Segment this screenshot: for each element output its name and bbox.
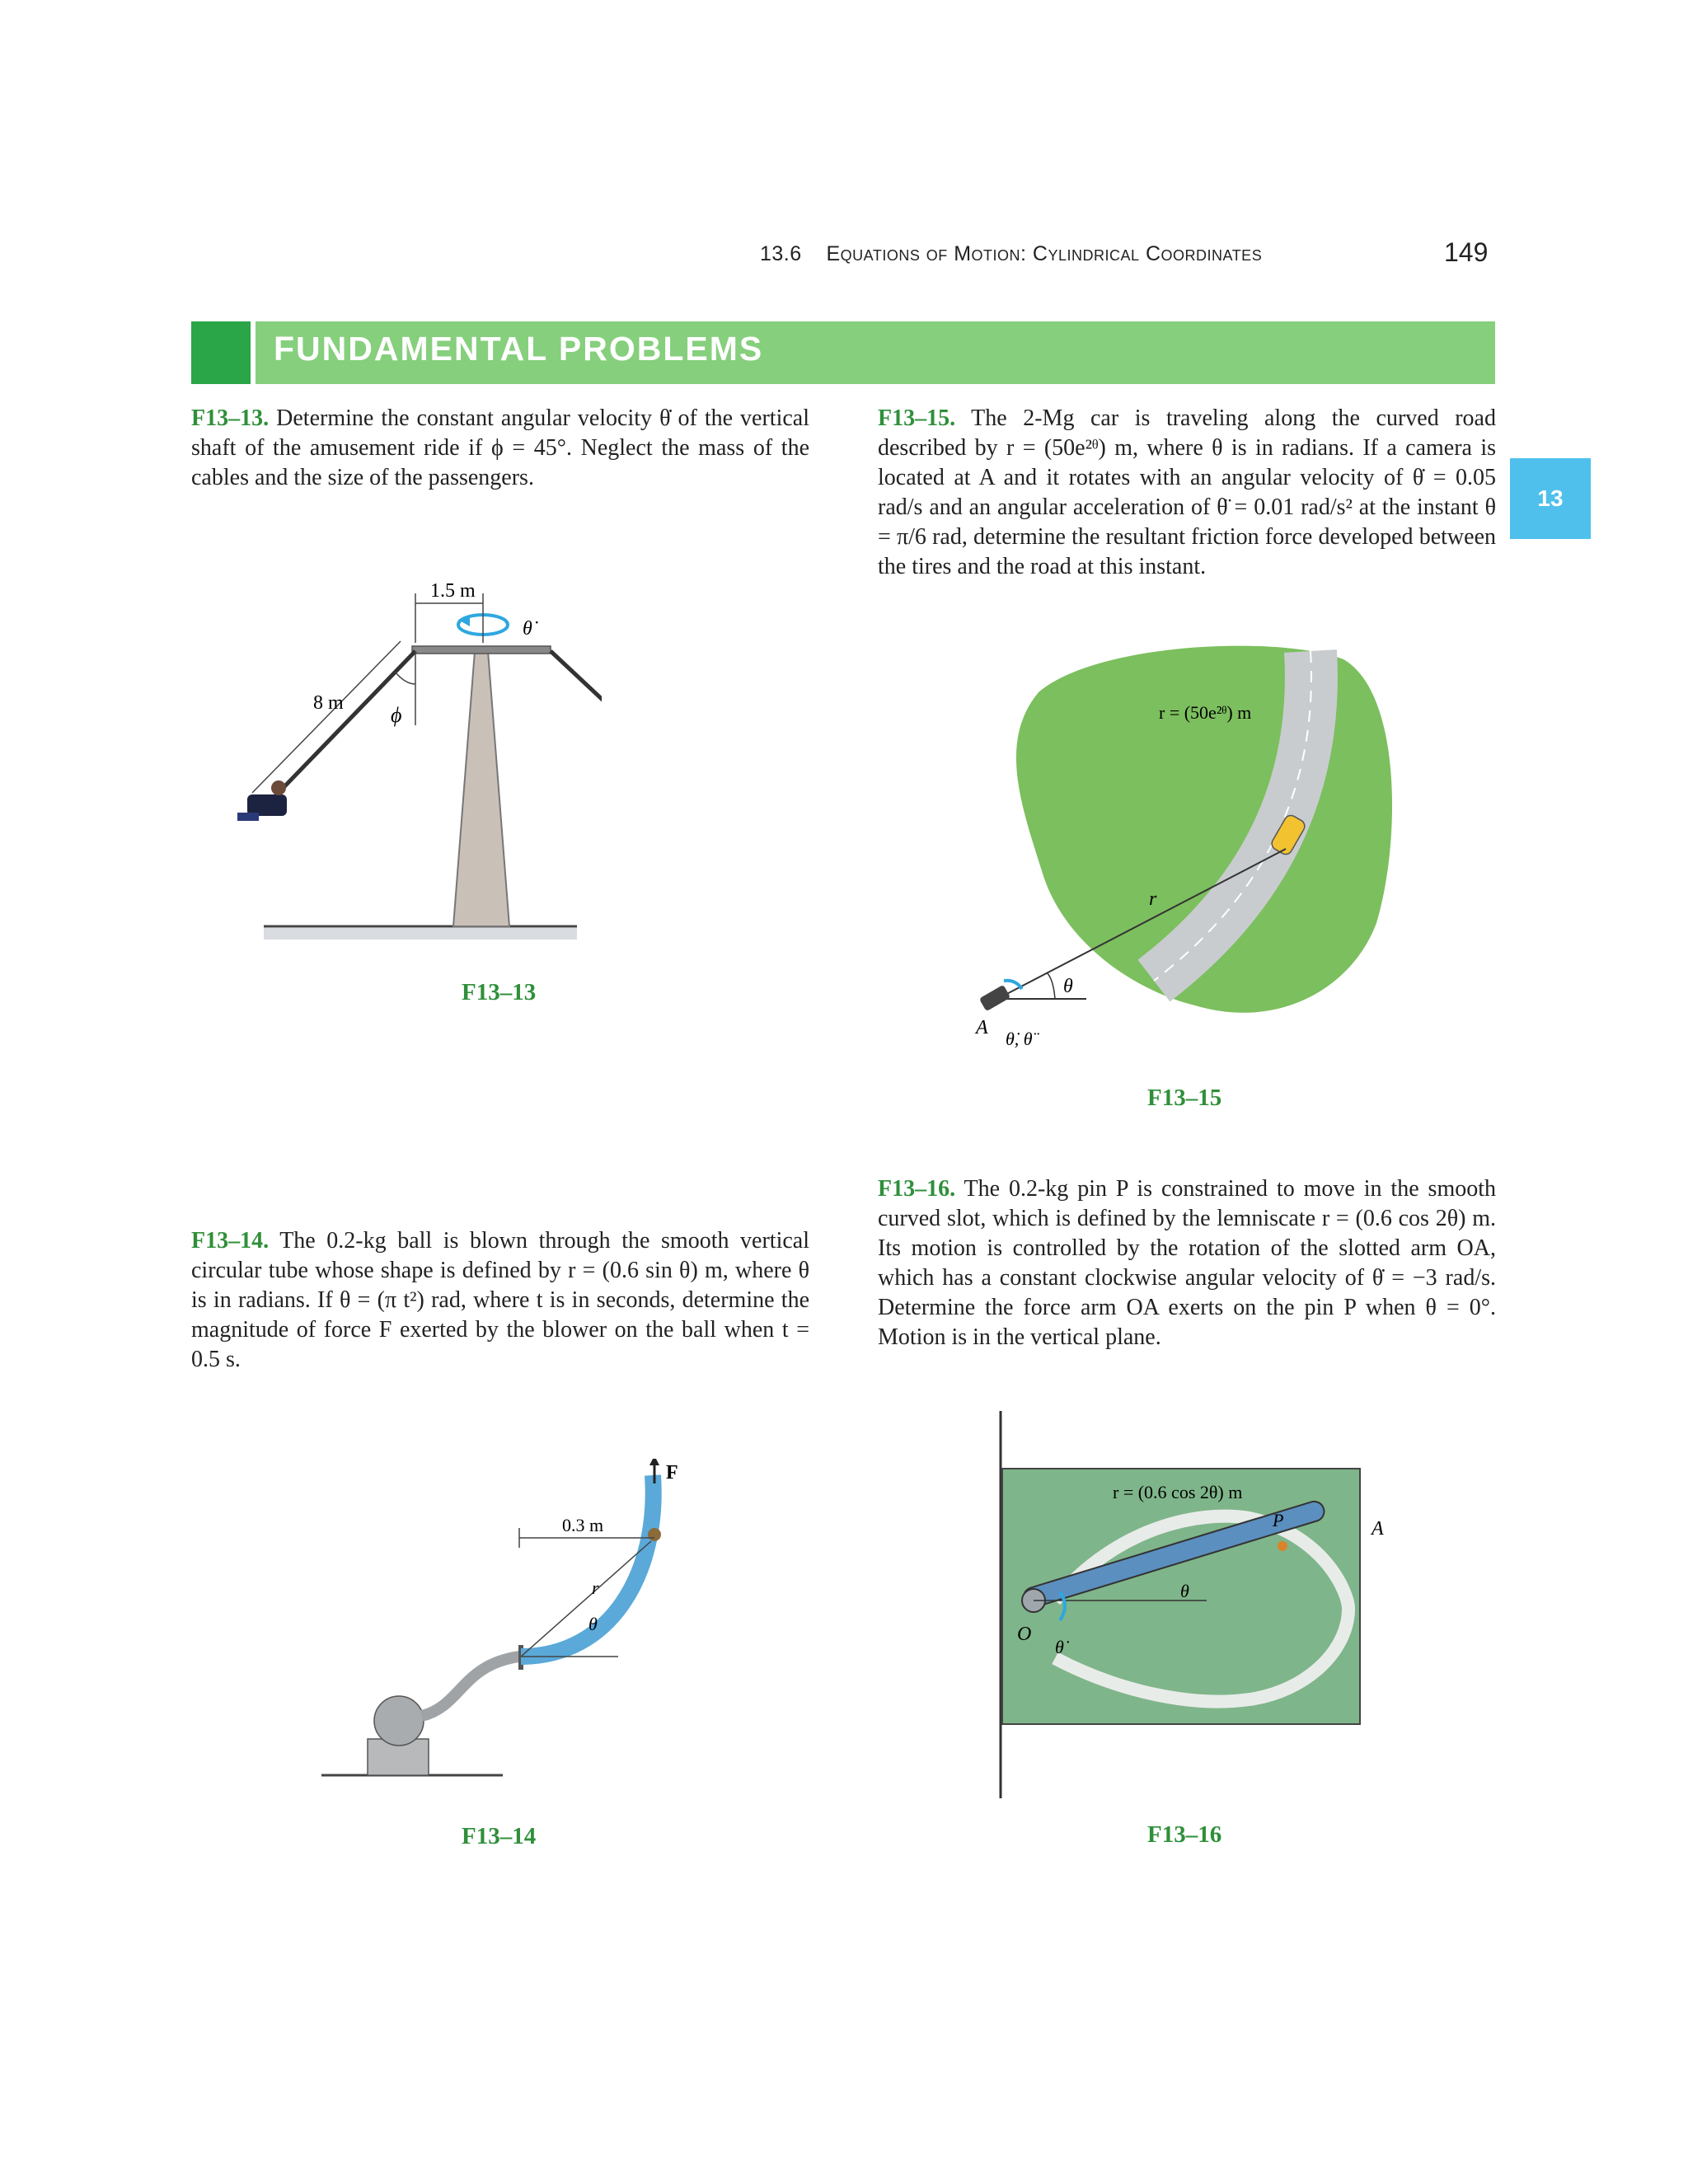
theta-label: θ [1180, 1581, 1189, 1601]
problem-f13-14 [191, 1226, 809, 1375]
section-title: Equations of Motion: Cylindrical Coordinates [826, 242, 1263, 265]
rates-label: θ̇, θ̈ [1006, 1029, 1033, 1049]
radius-label: r [592, 1577, 599, 1598]
section-number: 13.6 [760, 242, 802, 265]
figure-f13-14 [313, 1459, 709, 1821]
problem-id: F13–15. [878, 405, 956, 431]
hose [422, 1657, 519, 1716]
circular-tube [521, 1475, 654, 1657]
problem-id: F13–13. [191, 405, 270, 431]
theta-label: θ [1063, 976, 1073, 997]
caption-f13-14: F13–14 [462, 1823, 537, 1849]
problem-id: F13–14. [191, 1228, 270, 1254]
radius-label: r [1149, 888, 1157, 910]
left-passenger [237, 780, 287, 821]
blower-fan [374, 1696, 424, 1746]
angle-arc [396, 673, 415, 684]
theta-arc [1047, 972, 1055, 999]
end-a-label: A [1372, 1518, 1384, 1540]
running-header [760, 242, 1262, 266]
camera-rotation-arrow [1004, 981, 1022, 989]
problem-id: F13–16. [878, 1176, 956, 1202]
curve-equation-label: r = (0.6 cos 2θ) m [1113, 1482, 1243, 1502]
arm-length-label: 1.5 m [430, 580, 476, 602]
dim-label: 0.3 m [562, 1515, 604, 1535]
origin-label: O [1017, 1624, 1032, 1645]
figure-f13-13 [214, 560, 602, 972]
pin-label: P [1273, 1510, 1284, 1530]
vertical-shaft [453, 651, 509, 926]
problem-text: Determine the constant angular velocity θ̇ of the vertical shaft of the amusement ride if ϕ = 45°. Neglect the mass of the cables and the size of the passengers. [191, 405, 810, 490]
problem-text: The 0.2-kg pin P is constrained to move in the smooth curved slot, which is defined by the lemniscate r = (0.6 cos 2θ) m. Its motion is controlled by the rotation of the slotted arm OA, which has a constant clockwise angular velocity of θ̇ = −3 rad/s. Determine the force arm OA exerts on the pin P when θ = 0°. Motion is in the vertical plane. [878, 1176, 1496, 1350]
point-a-label: A [976, 1017, 988, 1038]
camera [979, 985, 1010, 1012]
problem-f13-13 [191, 404, 809, 493]
curve-equation-label: r = (50e²ᶿ) m [1159, 702, 1252, 723]
ball [648, 1528, 661, 1541]
caption-f13-13: F13–13 [462, 979, 537, 1005]
cable-dim-line [252, 641, 401, 793]
top-arm [412, 646, 551, 654]
right-cable [551, 651, 602, 798]
phi-label: ϕ [391, 703, 402, 727]
ground-shadow [264, 928, 577, 940]
banner-accent-block [191, 321, 251, 384]
problem-text: The 2-Mg car is traveling along the curved road described by r = (50e²ᶿ) m, where θ is in radians. If a camera is located at A and it rotates with an angular velocity of θ̇ = 0.05 rad/s and an angular acceleration of θ̈ = 0.01 rad/s² at the instant θ = π/6 rad, determine the resultant friction force developed between the tires and the road at this instant. [878, 405, 1496, 579]
theta-dot-label: θ̇ [1055, 1637, 1064, 1657]
caption-f13-15: F13–15 [1147, 1085, 1222, 1111]
banner-title: FUNDAMENTAL PROBLEMS [274, 330, 764, 368]
banner-separator [251, 321, 256, 384]
pin-p [1278, 1541, 1287, 1551]
chapter-tab: 13 [1510, 458, 1591, 539]
theta-label: θ [588, 1614, 598, 1634]
force-label: F [666, 1462, 678, 1483]
force-arrowhead [649, 1459, 659, 1465]
figure-f13-15 [964, 626, 1409, 1071]
theta-dot-label: θ̇ [523, 618, 532, 640]
page-number: 149 [1444, 237, 1489, 267]
cable-length-label: 8 m [313, 692, 344, 714]
problem-f13-15 [878, 404, 1496, 582]
problem-f13-16 [878, 1174, 1496, 1352]
figure-f13-16 [978, 1411, 1406, 1807]
caption-f13-16: F13–16 [1147, 1821, 1222, 1848]
problem-text: The 0.2-kg ball is blown through the smooth vertical circular tube whose shape is defined by r = (0.6 sin θ) m, where θ is in radians. If θ = (π t²) rad, where t is in seconds, determine the magnitude of force F exerted by the blower on the ball when t = 0.5 s. [191, 1228, 809, 1372]
